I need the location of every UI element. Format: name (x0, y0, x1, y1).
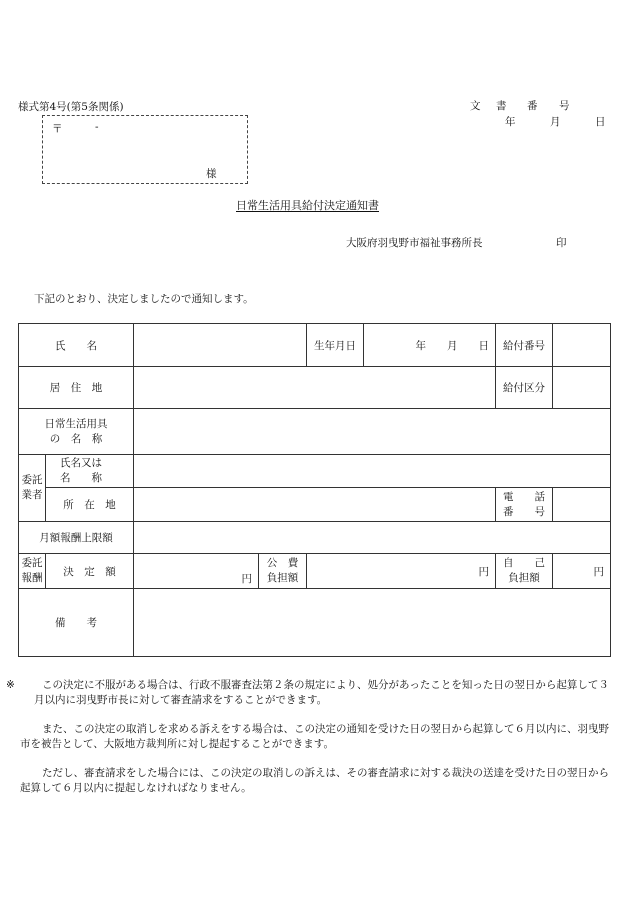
item-name-label: 日常生活用具 の 名 称 (19, 409, 134, 455)
decided-amount-field[interactable]: 円 (134, 554, 259, 589)
self-burden-label: 自 己 負担額 (496, 554, 553, 589)
contractor-label: 委託 業者 (19, 455, 46, 522)
note-paragraph-2: また、この決定の取消しを求める訴えをする場合は、この決定の通知を受けた日の翌日から起算して６月以内に、羽曳野市を被告として、大阪地方裁判所に対し提起することができます。 (20, 723, 609, 750)
birth-field[interactable]: 年 月 日 (364, 324, 496, 367)
grant-no-field[interactable] (553, 324, 611, 367)
document-title: 日常生活用具給付決定通知書 (236, 199, 379, 212)
remarks-field[interactable] (134, 589, 611, 657)
grant-table (18, 323, 611, 657)
postal-dash: - (95, 121, 99, 133)
decided-amount-label: 決 定 額 (46, 554, 134, 589)
note-paragraph-1: ※ この決定に不服がある場合は、行政不服審査法第２条の規定により、処分があったことを知った日の翌日から起算して３月以内に羽曳野市長に対して審査請求をすることができます。 (6, 679, 609, 706)
note-mark: ※ (6, 679, 15, 691)
public-burden-label: 公 費 負担額 (259, 554, 307, 589)
seal-mark: 印 (556, 237, 567, 249)
monthly-limit-label: 月額報酬上限額 (19, 522, 134, 554)
name-label: 氏 名 (19, 324, 134, 367)
birth-label: 生年月日 (307, 324, 364, 367)
contractor-name-field[interactable] (134, 455, 611, 488)
contractor-name-label: 氏名又は 名 称 (46, 455, 134, 488)
contractor-address-field[interactable] (134, 488, 496, 522)
name-field[interactable] (134, 324, 307, 367)
note-paragraph-3: ただし、審査請求をした場合には、この決定の取消しの訴えは、その審査請求に対する裁決の送達を受けた日の翌日から起算して６月以内に提起しなければなりません。 (20, 767, 609, 794)
postal-mark: 〒 (52, 123, 63, 135)
address-box (42, 115, 248, 184)
date-label: 年 月 日 (505, 116, 606, 128)
residence-label: 居 住 地 (19, 367, 134, 409)
notes (6, 678, 612, 810)
monthly-limit-field[interactable] (134, 522, 611, 554)
residence-field[interactable] (134, 367, 496, 409)
phone-label: 電 話 番 号 (496, 488, 553, 522)
self-burden-field[interactable]: 円 (553, 554, 611, 589)
honorific: 様 (206, 168, 217, 180)
issuer-name: 大阪府羽曳野市福祉事務所長 (346, 237, 483, 249)
contractor-address-label: 所 在 地 (46, 488, 134, 522)
public-burden-field[interactable]: 円 (307, 554, 496, 589)
grant-type-label: 給付区分 (496, 367, 553, 409)
form-code: 様式第4号(第5条関係) (18, 101, 124, 113)
grant-type-field[interactable] (553, 367, 611, 409)
document-number-label: 文 書 番 号 (470, 100, 571, 112)
intro-text: 下記のとおり、決定しましたので通知します。 (34, 293, 254, 305)
phone-field[interactable] (553, 488, 611, 522)
fee-label: 委託 報酬 (19, 554, 46, 589)
item-name-field[interactable] (134, 409, 611, 455)
remarks-label: 備 考 (19, 589, 134, 657)
grant-no-label: 給付番号 (496, 324, 553, 367)
